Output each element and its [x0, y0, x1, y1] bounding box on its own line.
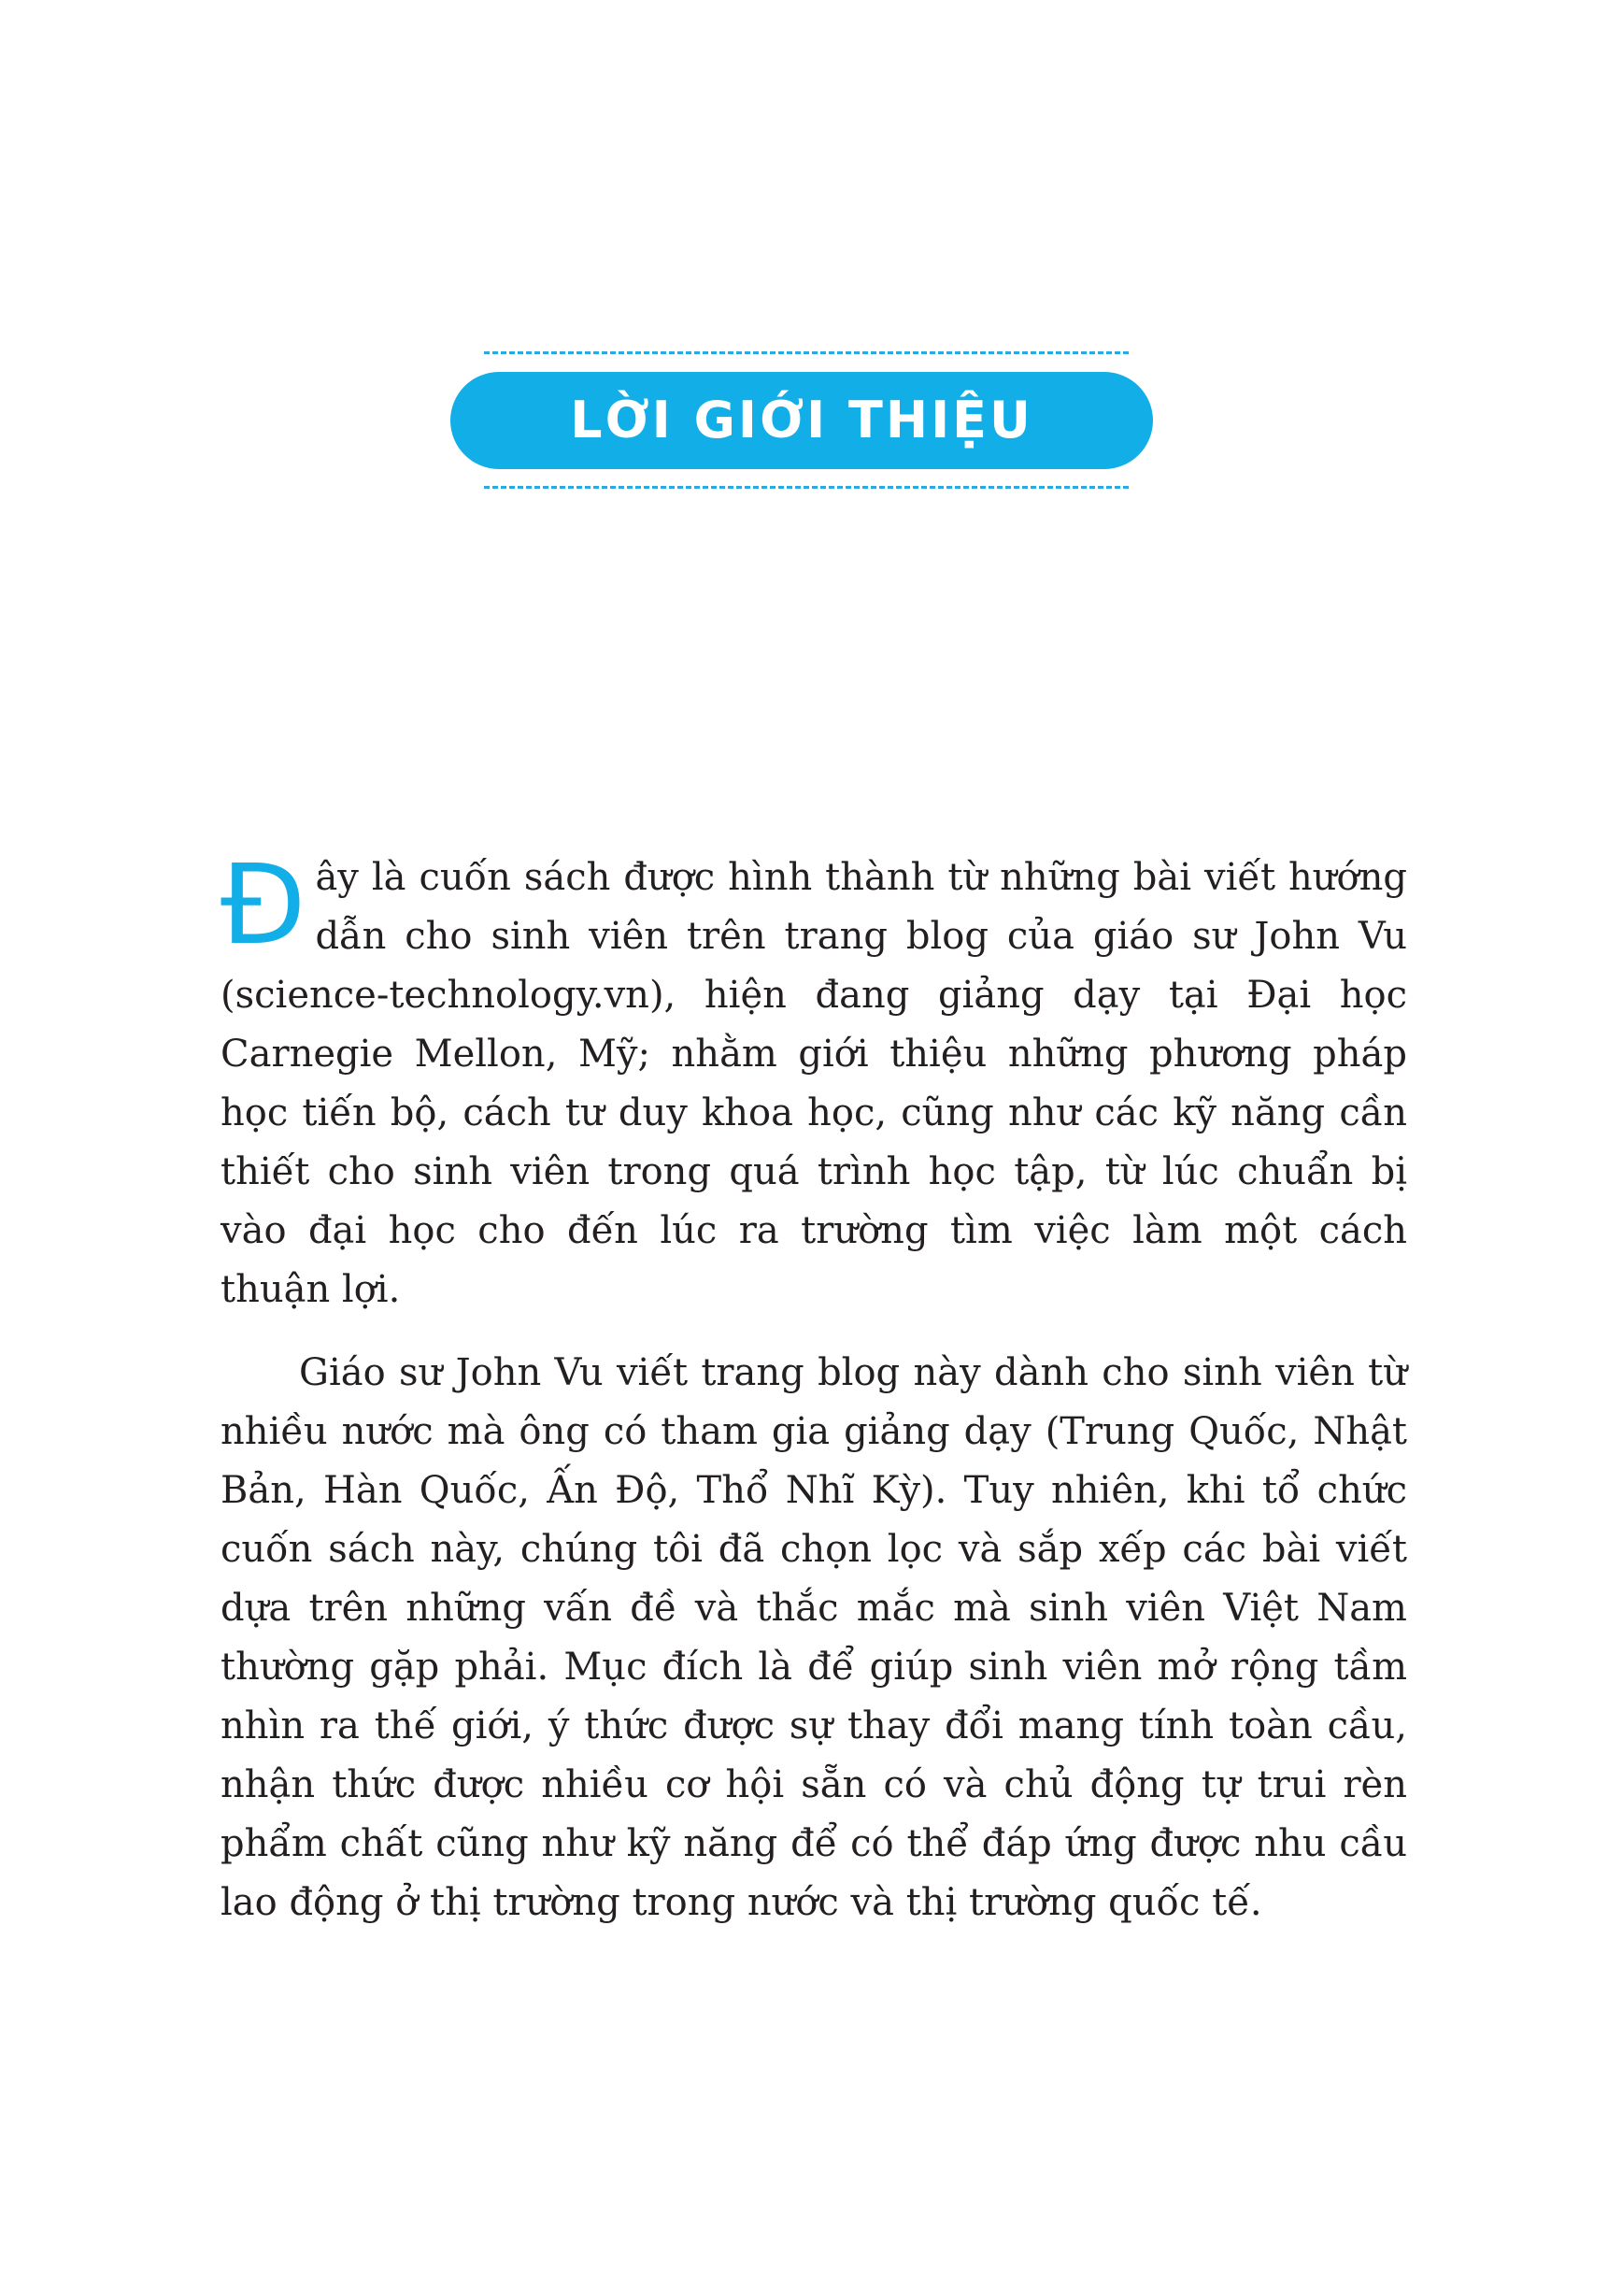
- paragraph-2: Giáo sư John Vu viết trang blog này dành cho sinh viên từ nhiều nước mà ông có tham gia giảng dạy (Trung Quốc, Nhật Bản, Hàn Quốc, Ấn Độ, Thổ Nhĩ Kỳ). Tuy nhiên, khi tổ chức cuốn sách này, chúng tôi đã chọn lọc và sắp xếp các bài viết dựa trên những vấn đề và thắc mắc mà sinh viên Việt Nam thường gặp phải. Mục đích là để giúp sinh viên mở rộng tầm nhìn ra thế giới, ý thức được sự thay đổi mang tính toàn cầu, nhận thức được nhiều cơ hội sẵn có và chủ động tự trui rèn phẩm chất cũng như kỹ năng để có thể đáp ứng được nhu cầu lao động ở thị trường trong nước và thị trường quốc tế.: [221, 1351, 1407, 1924]
- paragraph-1-text: ây là cuốn sách được hình thành từ những bài viết hướng dẫn cho sinh viên trên trang blog của giáo sư John Vu (science-technology.vn), hiện đang giảng dạy tại Đại học Carnegie Mellon, Mỹ; nhằm giới thiệu những phương pháp học tiến bộ, cách tư duy khoa học, cũng như các kỹ năng cần thiết cho sinh viên trong quá trình học tập, từ lúc chuẩn bị vào đại học cho đến lúc ra trường tìm việc làm một cách thuận lợi.: [221, 856, 1407, 1311]
- body-text: [221, 840, 1407, 1932]
- drop-cap: Đ: [221, 840, 306, 969]
- title-pill: [450, 372, 1153, 469]
- page-title: LỜI GIỚI THIỆU: [570, 391, 1033, 449]
- bottom-dashed-divider: [484, 486, 1129, 489]
- paragraph-1: [221, 840, 1407, 1319]
- top-dashed-divider: [484, 351, 1129, 354]
- title-banner: [450, 346, 1160, 495]
